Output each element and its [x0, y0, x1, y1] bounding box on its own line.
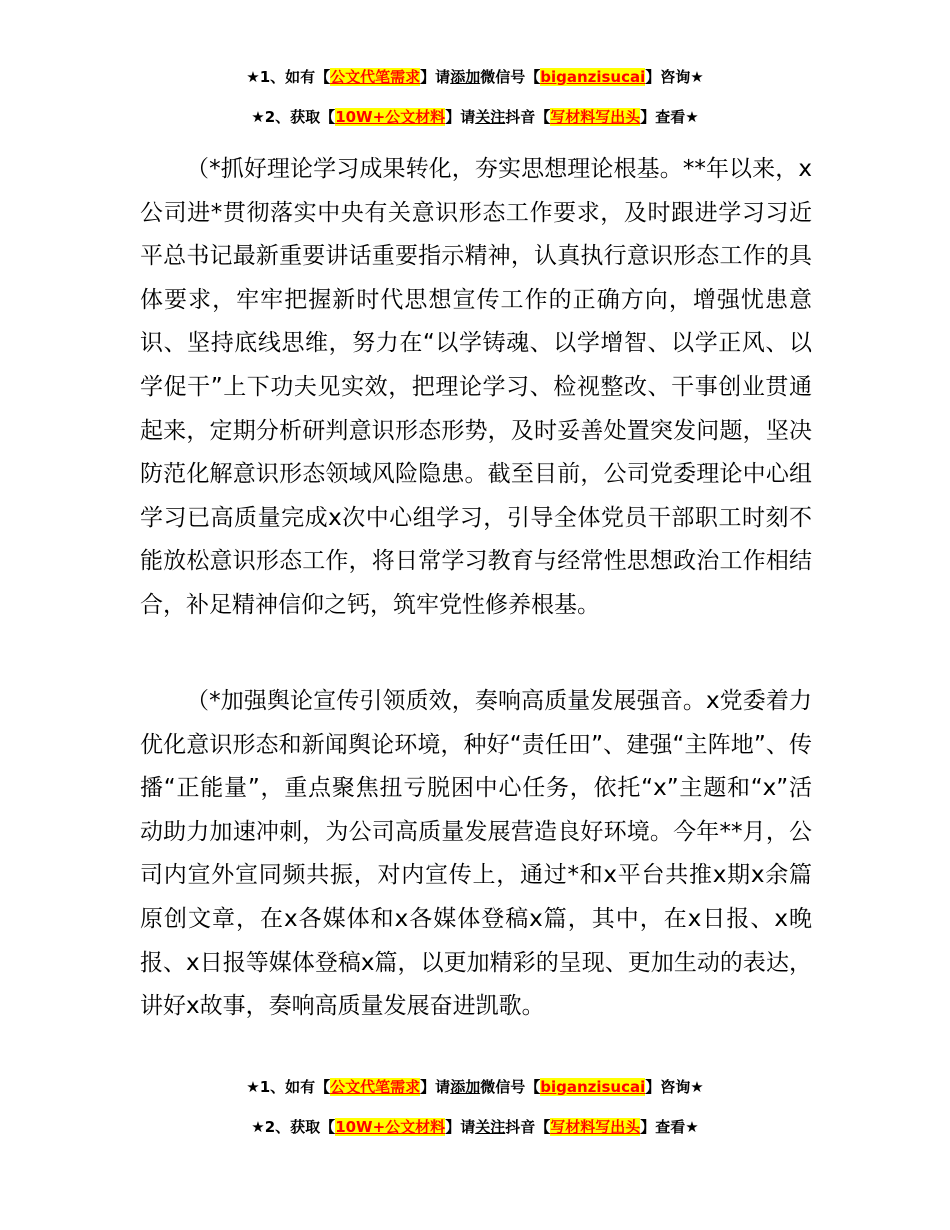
promo-line-1	[0, 66, 950, 88]
promo-prefix: ★2、获取【	[251, 108, 336, 126]
promo-suffix: 】咨询★	[645, 68, 704, 86]
promo-highlight-service: 公文代笔需求	[330, 1078, 421, 1096]
promo-prefix: ★1、如有【	[246, 68, 331, 86]
promo-mid: 抖音【	[505, 108, 551, 126]
promo-emphasis: 关注	[475, 1118, 506, 1136]
promo-highlight-douyin: 写材料写出头	[550, 1118, 641, 1136]
promo-emphasis: 添加	[450, 1078, 481, 1096]
promo-mid: 】请	[445, 108, 476, 126]
body-paragraph-theory-study: （*抓好理论学习成果转化，夯实思想理论根基。**年以来，x公司进*贯彻落实中央有关意识形态工作要求，及时跟进学习习近平总书记最新重要讲话重要指示精神，认真执行意识形态工作的具体要求，牢牢把握新时代思想宣传工作的正确方向，增强忧患意识、坚持底线思维，努力在“以学铸魂、以学增智、以学正风、以学促干”上下功夫见实效，把理论学习、检视整改、干事创业贯通起来，定期分析研判意识形态形势，及时妥善处置突发问题，坚决防范化解意识形态领域风险隐患。截至目前，公司党委理论中心组学习已高质量完成x次中心组学习，引导全体党员干部职工时刻不能放松意识形态工作，将日常学习教育与经常性思想政治工作相结合，补足精神信仰之钙，筑牢党性修养根基。	[140, 156, 812, 618]
promo-emphasis: 添加	[450, 68, 481, 86]
promo-suffix: 】咨询★	[645, 1078, 704, 1096]
promo-highlight-materials: 10W+公文材料	[335, 1118, 446, 1136]
promo-line-2	[0, 106, 950, 128]
promo-mid: 抖音【	[505, 1118, 551, 1136]
promo-prefix: ★1、如有【	[246, 1078, 331, 1096]
promo-highlight-douyin: 写材料写出头	[550, 108, 641, 126]
promo-mid: 】请	[420, 68, 451, 86]
promo-mid: 】请	[420, 1078, 451, 1096]
promo-highlight-wechat-id: biganzisucai	[540, 68, 646, 86]
promo-emphasis: 关注	[475, 108, 506, 126]
promo-highlight-service: 公文代笔需求	[330, 68, 421, 86]
promo-mid: 微信号【	[480, 68, 541, 86]
promo-footer-line-2	[0, 1116, 950, 1138]
promo-highlight-materials: 10W+公文材料	[335, 108, 446, 126]
body-paragraph-publicity: （*加强舆论宣传引领质效，奏响高质量发展强音。x党委着力优化意识形态和新闻舆论环境，种好“责任田”、建强“主阵地”、传播“正能量”，重点聚焦扭亏脱困中心任务，依托“x”主题和“x”活动助力加速冲刺，为公司高质量发展营造良好环境。今年**月，公司内宣外宣同频共振，对内宣传上，通过*和x平台共推x期x余篇原创文章，在x各媒体和x各媒体登稿x篇，其中，在x日报、x晚报、x日报等媒体登稿x篇，以更加精彩的呈现、更加生动的表达，讲好x故事，奏响高质量发展奋进凯歌。	[140, 688, 812, 1020]
promo-highlight-wechat-id: biganzisucai	[540, 1078, 646, 1096]
promo-suffix: 】查看★	[640, 1118, 699, 1136]
promo-prefix: ★2、获取【	[251, 1118, 336, 1136]
promo-suffix: 】查看★	[640, 108, 699, 126]
promo-mid: 】请	[445, 1118, 476, 1136]
promo-footer-line-1	[0, 1076, 950, 1098]
promo-mid: 微信号【	[480, 1078, 541, 1096]
